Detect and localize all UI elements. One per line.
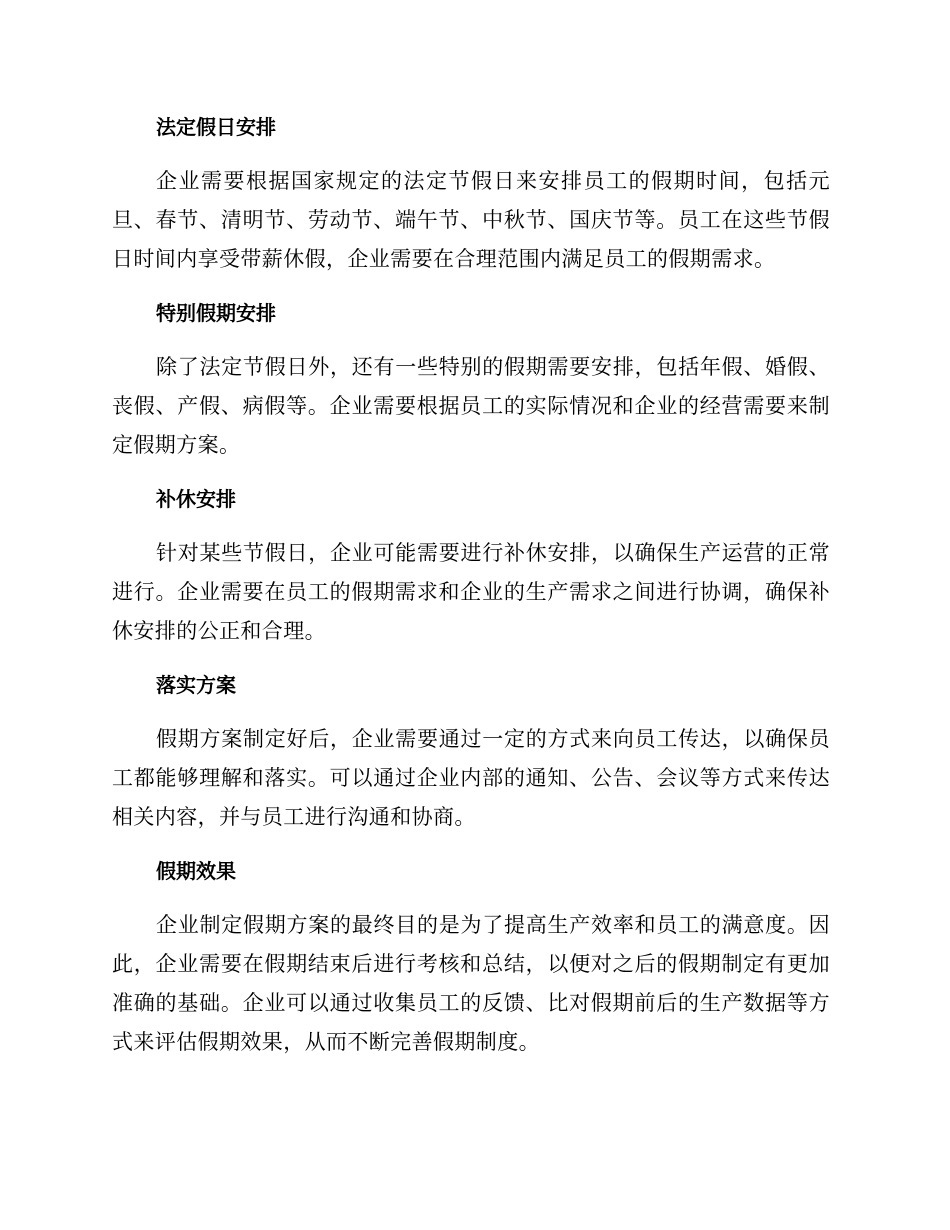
section-heading-special-leave: 特别假期安排	[156, 301, 276, 325]
section-paragraph-special-leave: 除了法定节假日外，还有一些特别的假期需要安排，包括年假、婚假、丧假、产假、病假等。企业需要根据员工的实际情况和企业的经营需要来制定假期方案。	[112, 355, 830, 457]
section-paragraph-holiday-effect: 企业制定假期方案的最终目的是为了提高生产效率和员工的满意度。因此，企业需要在假期结束后进行考核和总结，以便对之后的假期制定有更加准确的基础。企业可以通过收集员工的反馈、比对假期前后的生产数据等方式来评估假期效果，从而不断完善假期制度。	[112, 913, 830, 1054]
section-heading-compensatory-leave: 补休安排	[156, 487, 236, 511]
document-page	[112, 108, 830, 1077]
section-paragraph-implementation: 假期方案制定好后，企业需要通过一定的方式来向员工传达，以确保员工都能够理解和落实。可以通过企业内部的通知、公告、会议等方式来传达相关内容，并与员工进行沟通和协商。	[112, 727, 830, 829]
section-paragraph-compensatory-leave: 针对某些节假日，企业可能需要进行补休安排，以确保生产运营的正常进行。企业需要在员工的假期需求和企业的生产需求之间进行协调，确保补休安排的公正和合理。	[112, 541, 830, 643]
section-paragraph-legal-holidays: 企业需要根据国家规定的法定节假日来安排员工的假期时间，包括元旦、春节、清明节、劳动节、端午节、中秋节、国庆节等。员工在这些节假日时间内享受带薪休假，企业需要在合理范围内满足员工的假期需求。	[112, 169, 830, 271]
section-heading-holiday-effect: 假期效果	[156, 859, 236, 883]
section-heading-implementation: 落实方案	[156, 673, 236, 697]
section-heading-legal-holidays: 法定假日安排	[156, 115, 276, 139]
